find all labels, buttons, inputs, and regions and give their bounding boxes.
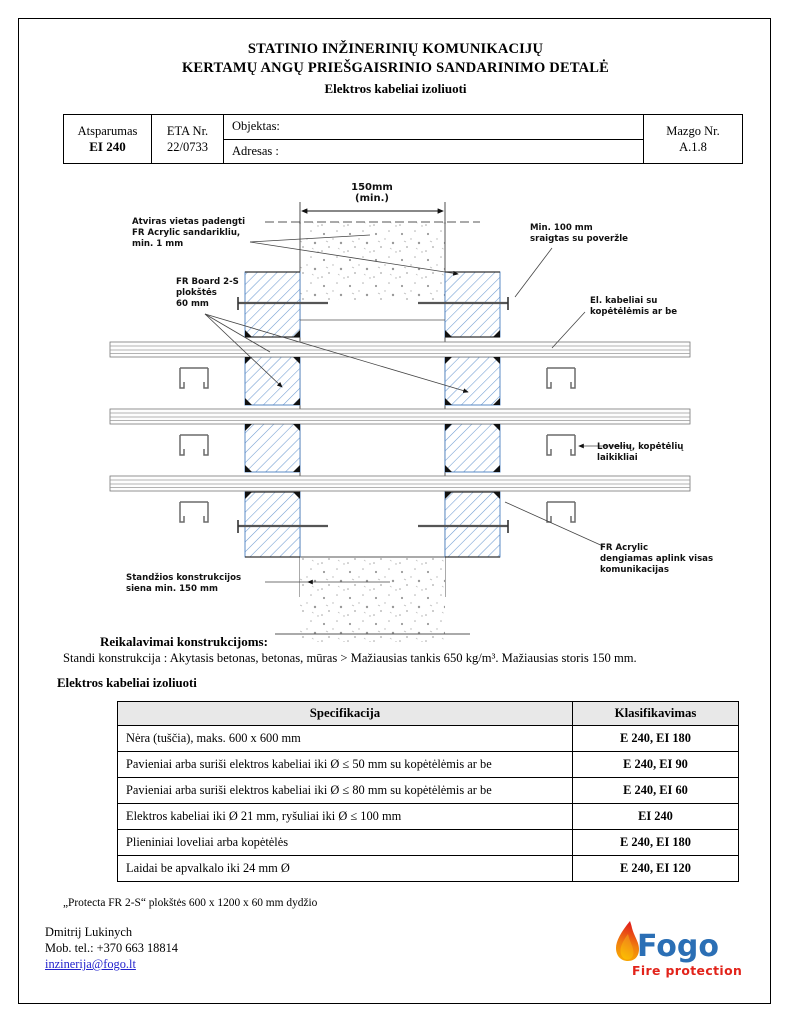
cell-classification: E 240, EI 90 xyxy=(573,752,739,778)
cell-specification: Elektros kabeliai iki Ø 21 mm, ryšuliai iki Ø ≤ 100 mm xyxy=(118,804,573,830)
atsparumas-value: EI 240 xyxy=(89,139,126,154)
header-table xyxy=(63,114,743,164)
svg-text:FR Board 2-S: FR Board 2-S xyxy=(176,277,239,287)
cell-specification: Plieniniai loveliai arba kopėtėlės xyxy=(118,830,573,856)
spec-table-body xyxy=(118,726,739,882)
cell-specification: Laidai be apvalkalo iki 24 mm Ø xyxy=(118,856,573,882)
label-acrylic xyxy=(600,543,713,575)
mazgo-value: A.1.8 xyxy=(679,140,707,154)
dimension-150mm-line: 150mm xyxy=(351,182,393,193)
page-title xyxy=(60,40,731,98)
cell-classification: E 240, EI 180 xyxy=(573,830,739,856)
label-screw xyxy=(530,223,628,244)
svg-text:El. kabeliai su: El. kabeliai su xyxy=(590,296,658,306)
svg-text:60 mm: 60 mm xyxy=(176,299,209,309)
svg-text:kopėtėlėmis ar be: kopėtėlėmis ar be xyxy=(590,307,678,317)
eta-value: 22/0733 xyxy=(167,140,208,154)
table-row xyxy=(118,856,739,882)
svg-text:Standžios konstrukcijos: Standžios konstrukcijos xyxy=(126,573,242,583)
svg-text:siena min. 150 mm: siena min. 150 mm xyxy=(126,584,218,594)
table-row xyxy=(118,752,739,778)
svg-text:Atviras vietas padengti: Atviras vietas padengti xyxy=(132,217,246,227)
svg-text:laikikliai: laikikliai xyxy=(597,453,638,463)
cell-classification: E 240, EI 120 xyxy=(573,856,739,882)
table-row xyxy=(118,804,739,830)
column-header-specification: Specifikacija xyxy=(118,702,573,726)
svg-text:Lovelių, kopėtėlių: Lovelių, kopėtėlių xyxy=(597,442,684,452)
footer-contact xyxy=(45,924,178,972)
header-cell-eta xyxy=(152,115,224,163)
cell-classification: E 240, EI 60 xyxy=(573,778,739,804)
technical-drawing xyxy=(60,178,740,623)
label-holders xyxy=(597,442,684,463)
label-open-areas xyxy=(132,217,245,249)
svg-text:dengiamas aplink visas: dengiamas aplink visas xyxy=(600,554,714,564)
mazgo-label: Mazgo Nr. xyxy=(666,124,720,138)
svg-text:komunikacijas: komunikacijas xyxy=(600,565,669,575)
label-cables xyxy=(590,296,677,317)
table-row xyxy=(118,778,739,804)
requirements-heading: Reikalavimai konstrukcijoms: xyxy=(100,634,268,649)
title-line-2: KERTAMŲ ANGŲ PRIEŠGAISRINIO SANDARINIMO DETALĖ xyxy=(181,60,610,76)
contact-phone: Mob. tel.: +370 663 18814 xyxy=(45,941,178,955)
atsparumas-label: Atsparumas xyxy=(77,124,138,138)
requirements-text: Standi konstrukcija : Akytasis betonas, betonas, mūras > Mažiausias tankis 650 kg/m³. Mažiausias storis 150 mm. xyxy=(63,651,637,665)
cell-specification: Pavieniai arba suriši elektros kabeliai iki Ø ≤ 50 mm su kopėtėlėmis ar be xyxy=(118,752,573,778)
cell-specification: Nėra (tuščia), maks. 600 x 600 mm xyxy=(118,726,573,752)
objektas-field[interactable] xyxy=(224,115,643,140)
title-subtitle: Elektros kabeliai izoliuoti xyxy=(324,81,467,96)
flame-icon xyxy=(616,921,639,961)
svg-text:min. 1 mm: min. 1 mm xyxy=(132,239,184,249)
svg-text:plokštės: plokštės xyxy=(176,288,217,298)
header-cell-object-address xyxy=(224,115,644,163)
objektas-label: Objektas: xyxy=(232,119,280,134)
logo-tagline: Fire protection xyxy=(632,963,743,978)
header-cell-mazgo xyxy=(644,115,742,163)
title-line-1: STATINIO INŽINERINIŲ KOMUNIKACIJŲ xyxy=(247,41,544,57)
adresas-label: Adresas : xyxy=(232,143,279,158)
column-header-classification: Klasifikavimas xyxy=(573,702,739,726)
footnote: „Protecta FR 2-S“ plokštės 600 x 1200 x 60 mm dydžio xyxy=(63,897,318,909)
svg-text:sraigtas su poveržle: sraigtas su poveržle xyxy=(530,234,628,244)
svg-text:FR Acrylic sandarikliu,: FR Acrylic sandarikliu, xyxy=(132,228,241,238)
table-row xyxy=(118,726,739,752)
eta-label: ETA Nr. xyxy=(166,124,209,138)
fogo-logo xyxy=(610,918,755,980)
header-cell-atsparumas xyxy=(64,115,152,163)
cell-classification: EI 240 xyxy=(573,804,739,830)
label-wall xyxy=(126,573,241,594)
svg-text:FR Acrylic: FR Acrylic xyxy=(600,543,649,553)
dimension-150mm-line: (min.) xyxy=(355,193,389,204)
table-header-row xyxy=(118,702,739,726)
label-fr-board xyxy=(176,277,239,309)
contact-email-link[interactable]: inzinerija@fogo.lt xyxy=(45,957,136,971)
section-title: Elektros kabeliai izoliuoti xyxy=(57,676,197,690)
adresas-field[interactable] xyxy=(224,140,643,164)
table-row xyxy=(118,830,739,856)
cell-specification: Pavieniai arba suriši elektros kabeliai iki Ø ≤ 80 mm su kopėtėlėmis ar be xyxy=(118,778,573,804)
cell-classification: E 240, EI 180 xyxy=(573,726,739,752)
specification-table xyxy=(117,701,739,882)
contact-name: Dmitrij Lukinych xyxy=(45,925,133,939)
logo-wordmark: Fogo xyxy=(637,929,719,964)
svg-text:Min. 100 mm: Min. 100 mm xyxy=(530,223,593,233)
